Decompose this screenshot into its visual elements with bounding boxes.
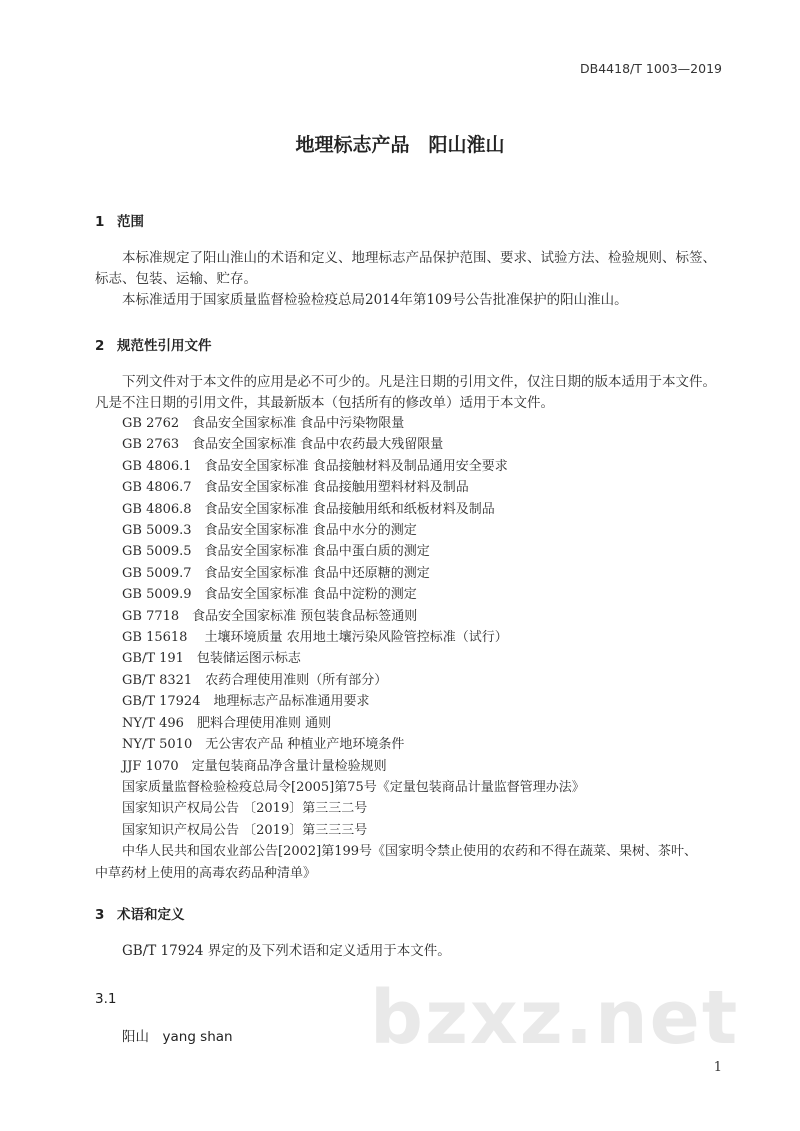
section-1-heading (95, 210, 144, 230)
section-number: 3 (95, 907, 105, 923)
list-item: NY/T 5010 无公害农产品 种植业产地环境条件 (122, 737, 405, 753)
section-number: 2 (95, 338, 105, 354)
section-number: 1 (95, 214, 105, 230)
subsection-number: 3.1 (95, 991, 117, 1007)
section-1-para-1: 本标准规定了阳山淮山的术语和定义、地理标志产品保护范围、要求、试验方法、检验规则、标签、标志、包装、运输、贮存。 (95, 250, 716, 287)
section-title: 术语和定义 (117, 907, 185, 923)
list-item: GB 5009.5 食品安全国家标准 食品中蛋白质的测定 (122, 544, 430, 560)
normative-references-list (95, 413, 732, 884)
list-item: GB 5009.9 食品安全国家标准 食品中淀粉的测定 (122, 587, 417, 603)
list-item: GB/T 191 包装储运图示标志 (122, 651, 301, 667)
list-item: 国家知识产权局公告 〔2019〕第三三三号 (122, 822, 368, 838)
section-2-heading (95, 334, 212, 354)
list-item: 国家知识产权局公告 〔2019〕第三三二号 (122, 801, 368, 817)
list-item-line-1: 中华人民共和国农业部公告[2002]第199号《国家明令禁止使用的农药和不得在蔬菜、果树、茶叶、 (122, 844, 698, 860)
list-item: GB 4806.1 食品安全国家标准 食品接触材料及制品通用安全要求 (122, 458, 508, 474)
list-item: 国家质量监督检验检疫总局令[2005]第75号《定量包装商品计量监督管理办法》 (122, 779, 585, 795)
list-item: GB 4806.7 食品安全国家标准 食品接触用塑料材料及制品 (122, 480, 469, 496)
list-item: GB 2763 食品安全国家标准 食品中农药最大残留限量 (122, 437, 444, 453)
section-2-para-1: 下列文件对于本文件的应用是必不可少的。凡是注日期的引用文件，仅注日期的版本适用于本文件。凡是不注日期的引用文件，其最新版本（包括所有的修改单）适用于本文件。 (95, 374, 716, 411)
section-title: 范围 (117, 214, 144, 230)
list-item: GB 7718 食品安全国家标准 预包装食品标签通则 (122, 608, 418, 624)
section-3-heading (95, 903, 185, 923)
list-item-line-2: 中草药材上使用的高毒农药品种清单》 (95, 865, 317, 881)
watermark: bzxz.net (370, 975, 740, 1061)
list-item: GB 4806.8 食品安全国家标准 食品接触用纸和纸板材料及制品 (122, 501, 495, 517)
document-code: DB4418/T 1003—2019 (580, 61, 722, 76)
list-item: NY/T 496 肥料合理使用准则 通则 (122, 715, 332, 731)
list-item: GB 5009.7 食品安全国家标准 食品中还原糖的测定 (122, 565, 430, 581)
section-1-para-2: 本标准适用于国家质量监督检验检疫总局2014年第109号公告批准保护的阳山淮山。 (122, 292, 628, 308)
section-3-para-1: GB/T 17924 界定的及下列术语和定义适用于本文件。 (122, 943, 451, 959)
list-item: GB 15618 土壤环境质量 农用地土壤污染风险管控标准（试行） (122, 630, 508, 646)
term-heading: 阳山 yang shan (122, 1029, 233, 1045)
list-item: JJF 1070 定量包装商品净含量计量检验规则 (122, 758, 387, 774)
list-item: GB 5009.3 食品安全国家标准 食品中水分的测定 (122, 523, 417, 539)
list-item (95, 841, 732, 884)
list-item: GB/T 17924 地理标志产品标准通用要求 (122, 694, 370, 710)
list-item: GB 2762 食品安全国家标准 食品中污染物限量 (122, 416, 405, 431)
section-title: 规范性引用文件 (117, 338, 212, 354)
page-title: 地理标志产品 阳山淮山 (295, 134, 505, 156)
page-number: 1 (713, 1060, 722, 1075)
list-item: GB/T 8321 农药合理使用准则（所有部分） (122, 672, 388, 688)
